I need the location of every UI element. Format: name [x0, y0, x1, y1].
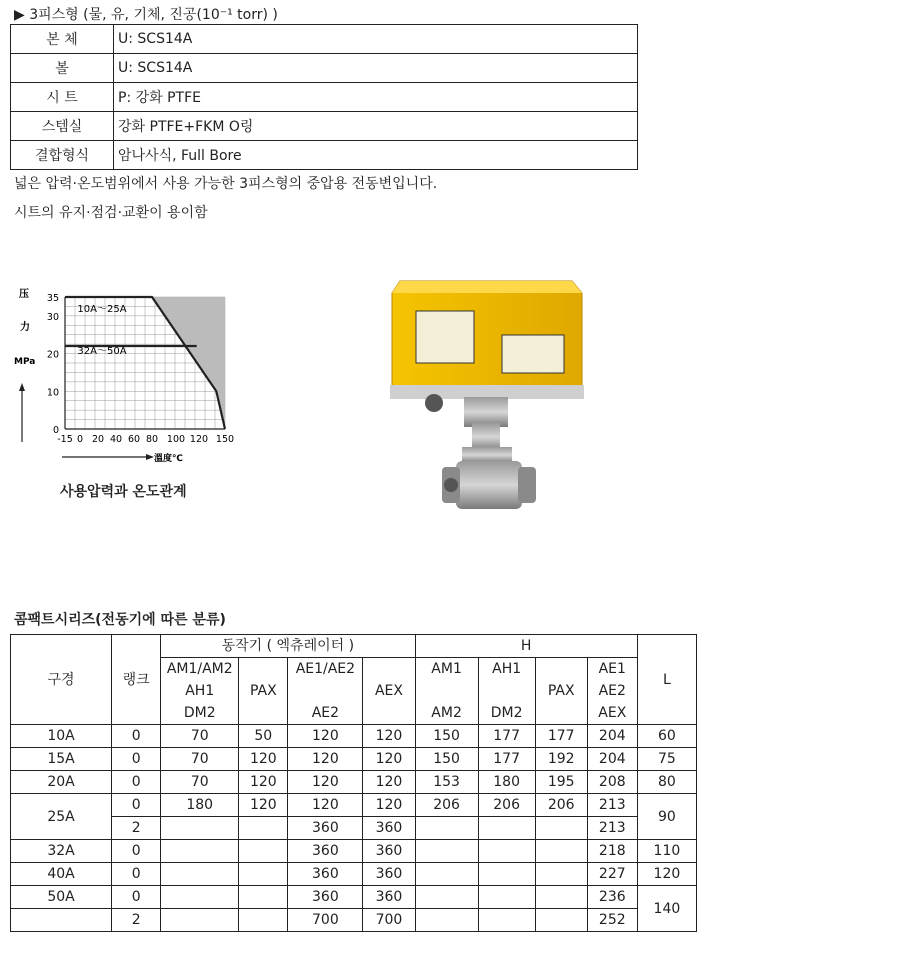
- table-row: [11, 725, 697, 748]
- value-cell: [161, 886, 239, 909]
- value-cell: [535, 840, 587, 863]
- value-cell: 204: [587, 748, 637, 771]
- description-line: 넓은 압력·온도범위에서 사용 가능한 3피스형의 중압용 전동변입니다.: [14, 176, 438, 192]
- value-cell: [161, 840, 239, 863]
- y-tick-label: 0: [52, 425, 59, 436]
- valve-actuator-image: [382, 273, 600, 523]
- x-tick-label: 40: [109, 434, 123, 445]
- value-cell: 0: [112, 794, 161, 817]
- value-cell: [415, 886, 478, 909]
- value-cell: [239, 863, 288, 886]
- size-cell: 40A: [11, 863, 112, 886]
- value-cell: [415, 863, 478, 886]
- value-cell: [239, 909, 288, 932]
- header-actuator-col: AE1/AE2 AE2: [288, 658, 363, 725]
- l-cell: 140: [637, 886, 696, 932]
- value-cell: [161, 817, 239, 840]
- value-cell: [478, 909, 535, 932]
- table-row: [11, 83, 638, 112]
- value-cell: [478, 817, 535, 840]
- size-cell: [11, 909, 112, 932]
- size-cell: 25A: [11, 794, 112, 840]
- l-cell: 80: [637, 771, 696, 794]
- value-cell: 70: [161, 748, 239, 771]
- size-cell: 32A: [11, 840, 112, 863]
- value-cell: [535, 817, 587, 840]
- table-row: [11, 909, 697, 932]
- value-cell: 227: [587, 863, 637, 886]
- y-axis-unit: MPa: [14, 357, 36, 367]
- value-cell: 252: [587, 909, 637, 932]
- header-rank: 랭크: [112, 635, 161, 725]
- spec-value: U: SCS14A: [114, 54, 638, 83]
- value-cell: 177: [478, 725, 535, 748]
- header-h-col: AH1 DM2: [478, 658, 535, 725]
- value-cell: 150: [415, 748, 478, 771]
- table-row: [11, 25, 638, 54]
- value-cell: 206: [478, 794, 535, 817]
- value-cell: 192: [535, 748, 587, 771]
- series-table: [10, 634, 697, 932]
- size-cell: 10A: [11, 725, 112, 748]
- value-cell: 236: [587, 886, 637, 909]
- value-cell: [415, 840, 478, 863]
- value-cell: 0: [112, 886, 161, 909]
- series-title: 콤팩트시리즈(전동기에 따른 분류): [14, 612, 226, 628]
- size-cell: 20A: [11, 771, 112, 794]
- table-row: [11, 863, 697, 886]
- x-tick-label: 120: [189, 434, 209, 445]
- value-cell: 120: [363, 794, 415, 817]
- value-cell: 50: [239, 725, 288, 748]
- value-cell: 153: [415, 771, 478, 794]
- l-cell: 60: [637, 725, 696, 748]
- table-row: [11, 748, 697, 771]
- arrow-icon: [146, 454, 154, 460]
- arrow-icon: [19, 383, 25, 391]
- x-tick-label: 60: [127, 434, 141, 445]
- value-cell: 120: [288, 794, 363, 817]
- size-cell: 15A: [11, 748, 112, 771]
- value-cell: [535, 886, 587, 909]
- table-header-row: [11, 635, 697, 658]
- table-row: [11, 112, 638, 141]
- value-cell: 177: [478, 748, 535, 771]
- series-label: 10A～25A: [77, 304, 127, 315]
- value-cell: 150: [415, 725, 478, 748]
- value-cell: 120: [288, 748, 363, 771]
- value-cell: 120: [363, 725, 415, 748]
- value-cell: 2: [112, 909, 161, 932]
- y-tick-label: 35: [46, 293, 59, 304]
- y-tick-label: 10: [46, 387, 59, 399]
- header-actuator-col: AEX: [363, 658, 415, 725]
- table-row: [11, 817, 697, 840]
- value-cell: 70: [161, 725, 239, 748]
- header-h-col: AE1 AE2 AEX: [587, 658, 637, 725]
- y-tick-label: 20: [46, 349, 59, 361]
- spec-key: 스템실: [11, 112, 114, 141]
- value-cell: 120: [239, 748, 288, 771]
- spec-key: 본 체: [11, 25, 114, 54]
- value-cell: 0: [112, 840, 161, 863]
- table-row: [11, 886, 697, 909]
- spec-table: [10, 24, 638, 170]
- x-tick-label: 150: [215, 434, 235, 445]
- value-cell: 204: [587, 725, 637, 748]
- value-cell: [478, 886, 535, 909]
- value-cell: 177: [535, 725, 587, 748]
- x-tick-label: 20: [91, 434, 105, 445]
- value-cell: 700: [288, 909, 363, 932]
- header-size: 구경: [11, 635, 112, 725]
- section-heading: ▶ 3피스형 (물, 유, 기체, 진공(10⁻¹ torr) ): [14, 7, 278, 23]
- header-h: H: [415, 635, 637, 658]
- value-cell: 360: [363, 886, 415, 909]
- value-cell: [161, 909, 239, 932]
- value-cell: 360: [288, 817, 363, 840]
- value-cell: 218: [587, 840, 637, 863]
- value-cell: 206: [535, 794, 587, 817]
- value-cell: 70: [161, 771, 239, 794]
- value-cell: 213: [587, 817, 637, 840]
- value-cell: [415, 817, 478, 840]
- table-row: [11, 54, 638, 83]
- l-cell: 120: [637, 863, 696, 886]
- value-cell: 120: [239, 771, 288, 794]
- x-tick-label: -15: [57, 434, 73, 445]
- value-cell: [478, 840, 535, 863]
- value-cell: 0: [112, 748, 161, 771]
- spec-value: 암나사식, Full Bore: [114, 141, 638, 170]
- value-cell: 195: [535, 771, 587, 794]
- value-cell: 120: [363, 771, 415, 794]
- value-cell: [478, 863, 535, 886]
- header-h-col: PAX: [535, 658, 587, 725]
- value-cell: 208: [587, 771, 637, 794]
- value-cell: [239, 817, 288, 840]
- series-label: 32A～50A: [77, 346, 127, 357]
- value-cell: 700: [363, 909, 415, 932]
- value-cell: 360: [363, 817, 415, 840]
- y-axis-label: 压: [19, 289, 29, 300]
- l-cell: 90: [637, 794, 696, 840]
- value-cell: [535, 863, 587, 886]
- y-axis-label: 力: [20, 322, 30, 333]
- value-cell: 180: [161, 794, 239, 817]
- spec-key: 볼: [11, 54, 114, 83]
- spec-value: U: SCS14A: [114, 25, 638, 54]
- value-cell: 206: [415, 794, 478, 817]
- x-axis-label: 溫度℃: [154, 454, 183, 464]
- value-cell: [535, 909, 587, 932]
- value-cell: 180: [478, 771, 535, 794]
- size-cell: 50A: [11, 886, 112, 909]
- value-cell: [415, 909, 478, 932]
- value-cell: [239, 886, 288, 909]
- spec-key: 시 트: [11, 83, 114, 112]
- chart-caption: 사용압력과 온도관계: [60, 484, 187, 500]
- table-row: [11, 840, 697, 863]
- header-actuator-col: AM1/AM2 AH1 DM2: [161, 658, 239, 725]
- header-actuator-col: PAX: [239, 658, 288, 725]
- value-cell: 0: [112, 863, 161, 886]
- value-cell: 120: [288, 771, 363, 794]
- value-cell: 360: [363, 840, 415, 863]
- pressure-temperature-chart: [10, 282, 250, 472]
- value-cell: 120: [288, 725, 363, 748]
- l-cell: 110: [637, 840, 696, 863]
- table-row: [11, 794, 697, 817]
- l-cell: 75: [637, 748, 696, 771]
- spec-value: 강화 PTFE+FKM O링: [114, 112, 638, 141]
- value-cell: 213: [587, 794, 637, 817]
- x-tick-label: 0: [76, 434, 84, 445]
- value-cell: 120: [363, 748, 415, 771]
- header-actuator: 동작기 ( 엑츄레이터 ): [161, 635, 415, 658]
- value-cell: 360: [288, 863, 363, 886]
- value-cell: 360: [363, 863, 415, 886]
- value-cell: [239, 840, 288, 863]
- header-h-col: AM1 AM2: [415, 658, 478, 725]
- table-row: [11, 141, 638, 170]
- table-row: [11, 771, 697, 794]
- spec-value: P: 강화 PTFE: [114, 83, 638, 112]
- value-cell: 0: [112, 771, 161, 794]
- description-line: 시트의 유지·점검·교환이 용이함: [14, 205, 208, 221]
- x-tick-label: 80: [145, 434, 159, 445]
- value-cell: 360: [288, 840, 363, 863]
- value-cell: 360: [288, 886, 363, 909]
- value-cell: 0: [112, 725, 161, 748]
- value-cell: 120: [239, 794, 288, 817]
- spec-key: 결합형식: [11, 141, 114, 170]
- y-tick-label: 30: [46, 311, 59, 323]
- value-cell: 2: [112, 817, 161, 840]
- x-tick-label: 100: [166, 434, 186, 445]
- header-l: L: [637, 635, 696, 725]
- value-cell: [161, 863, 239, 886]
